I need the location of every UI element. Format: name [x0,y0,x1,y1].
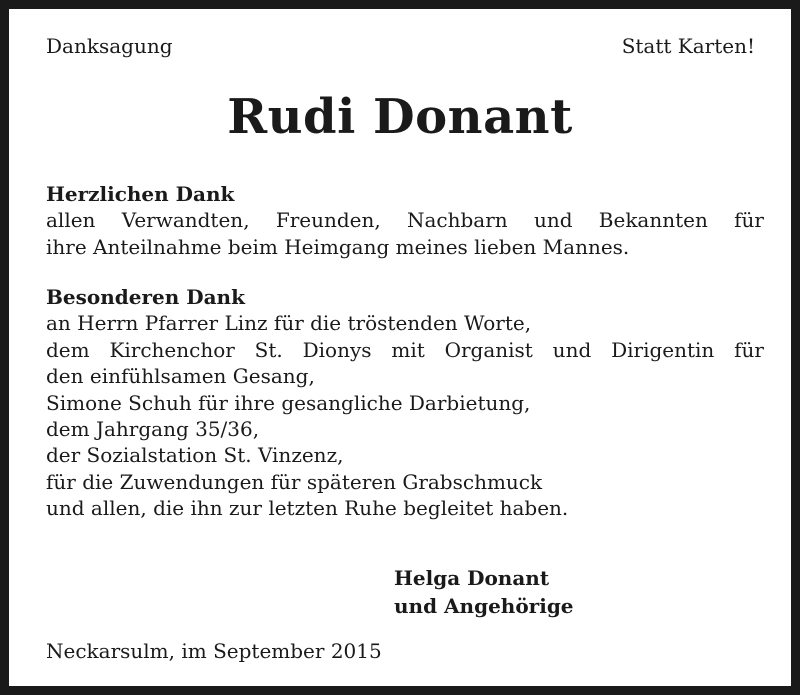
text-line: für die Zuwendungen für späteren Grabschmuck [46,469,543,494]
statt-karten-label: Statt Karten! [621,34,755,58]
section-heading: Besonderen Dank [46,285,245,309]
section-heading: Herzlichen Dank [46,182,235,206]
place-date: Neckarsulm, im September 2015 [46,639,382,663]
text-line: dem Jahrgang 35/36, [46,417,260,442]
text-line: und allen, die ihn zur letzten Ruhe begleitet haben. [46,496,569,521]
thanks-section-special [46,284,764,522]
signature-name: Helga Donant [394,566,550,590]
text-line: an Herrn Pfarrer Linz für die tröstenden Worte, [46,311,532,336]
text-line: allen Verwandten, Freunden, Nachbarn und Bekannten für [46,208,764,233]
deceased-name: Rudi Donant [227,89,573,145]
header-row [46,34,755,58]
signature-block [394,564,574,620]
text-line: ihre Anteilnahme beim Heimgang meines lieben Mannes. [46,234,630,259]
text-line: den einfühlsamen Gesang, [46,364,315,389]
text-line: dem Kirchenchor St. Dionys mit Organist und Dirigentin für [46,337,764,362]
text-line: Simone Schuh für ihre gesangliche Darbietung, [46,390,531,415]
notice-type-label: Danksagung [46,34,173,58]
text-line: der Sozialstation St. Vinzenz, [46,443,344,468]
signature-family: und Angehörige [394,594,574,618]
thanks-section-general [46,181,764,260]
